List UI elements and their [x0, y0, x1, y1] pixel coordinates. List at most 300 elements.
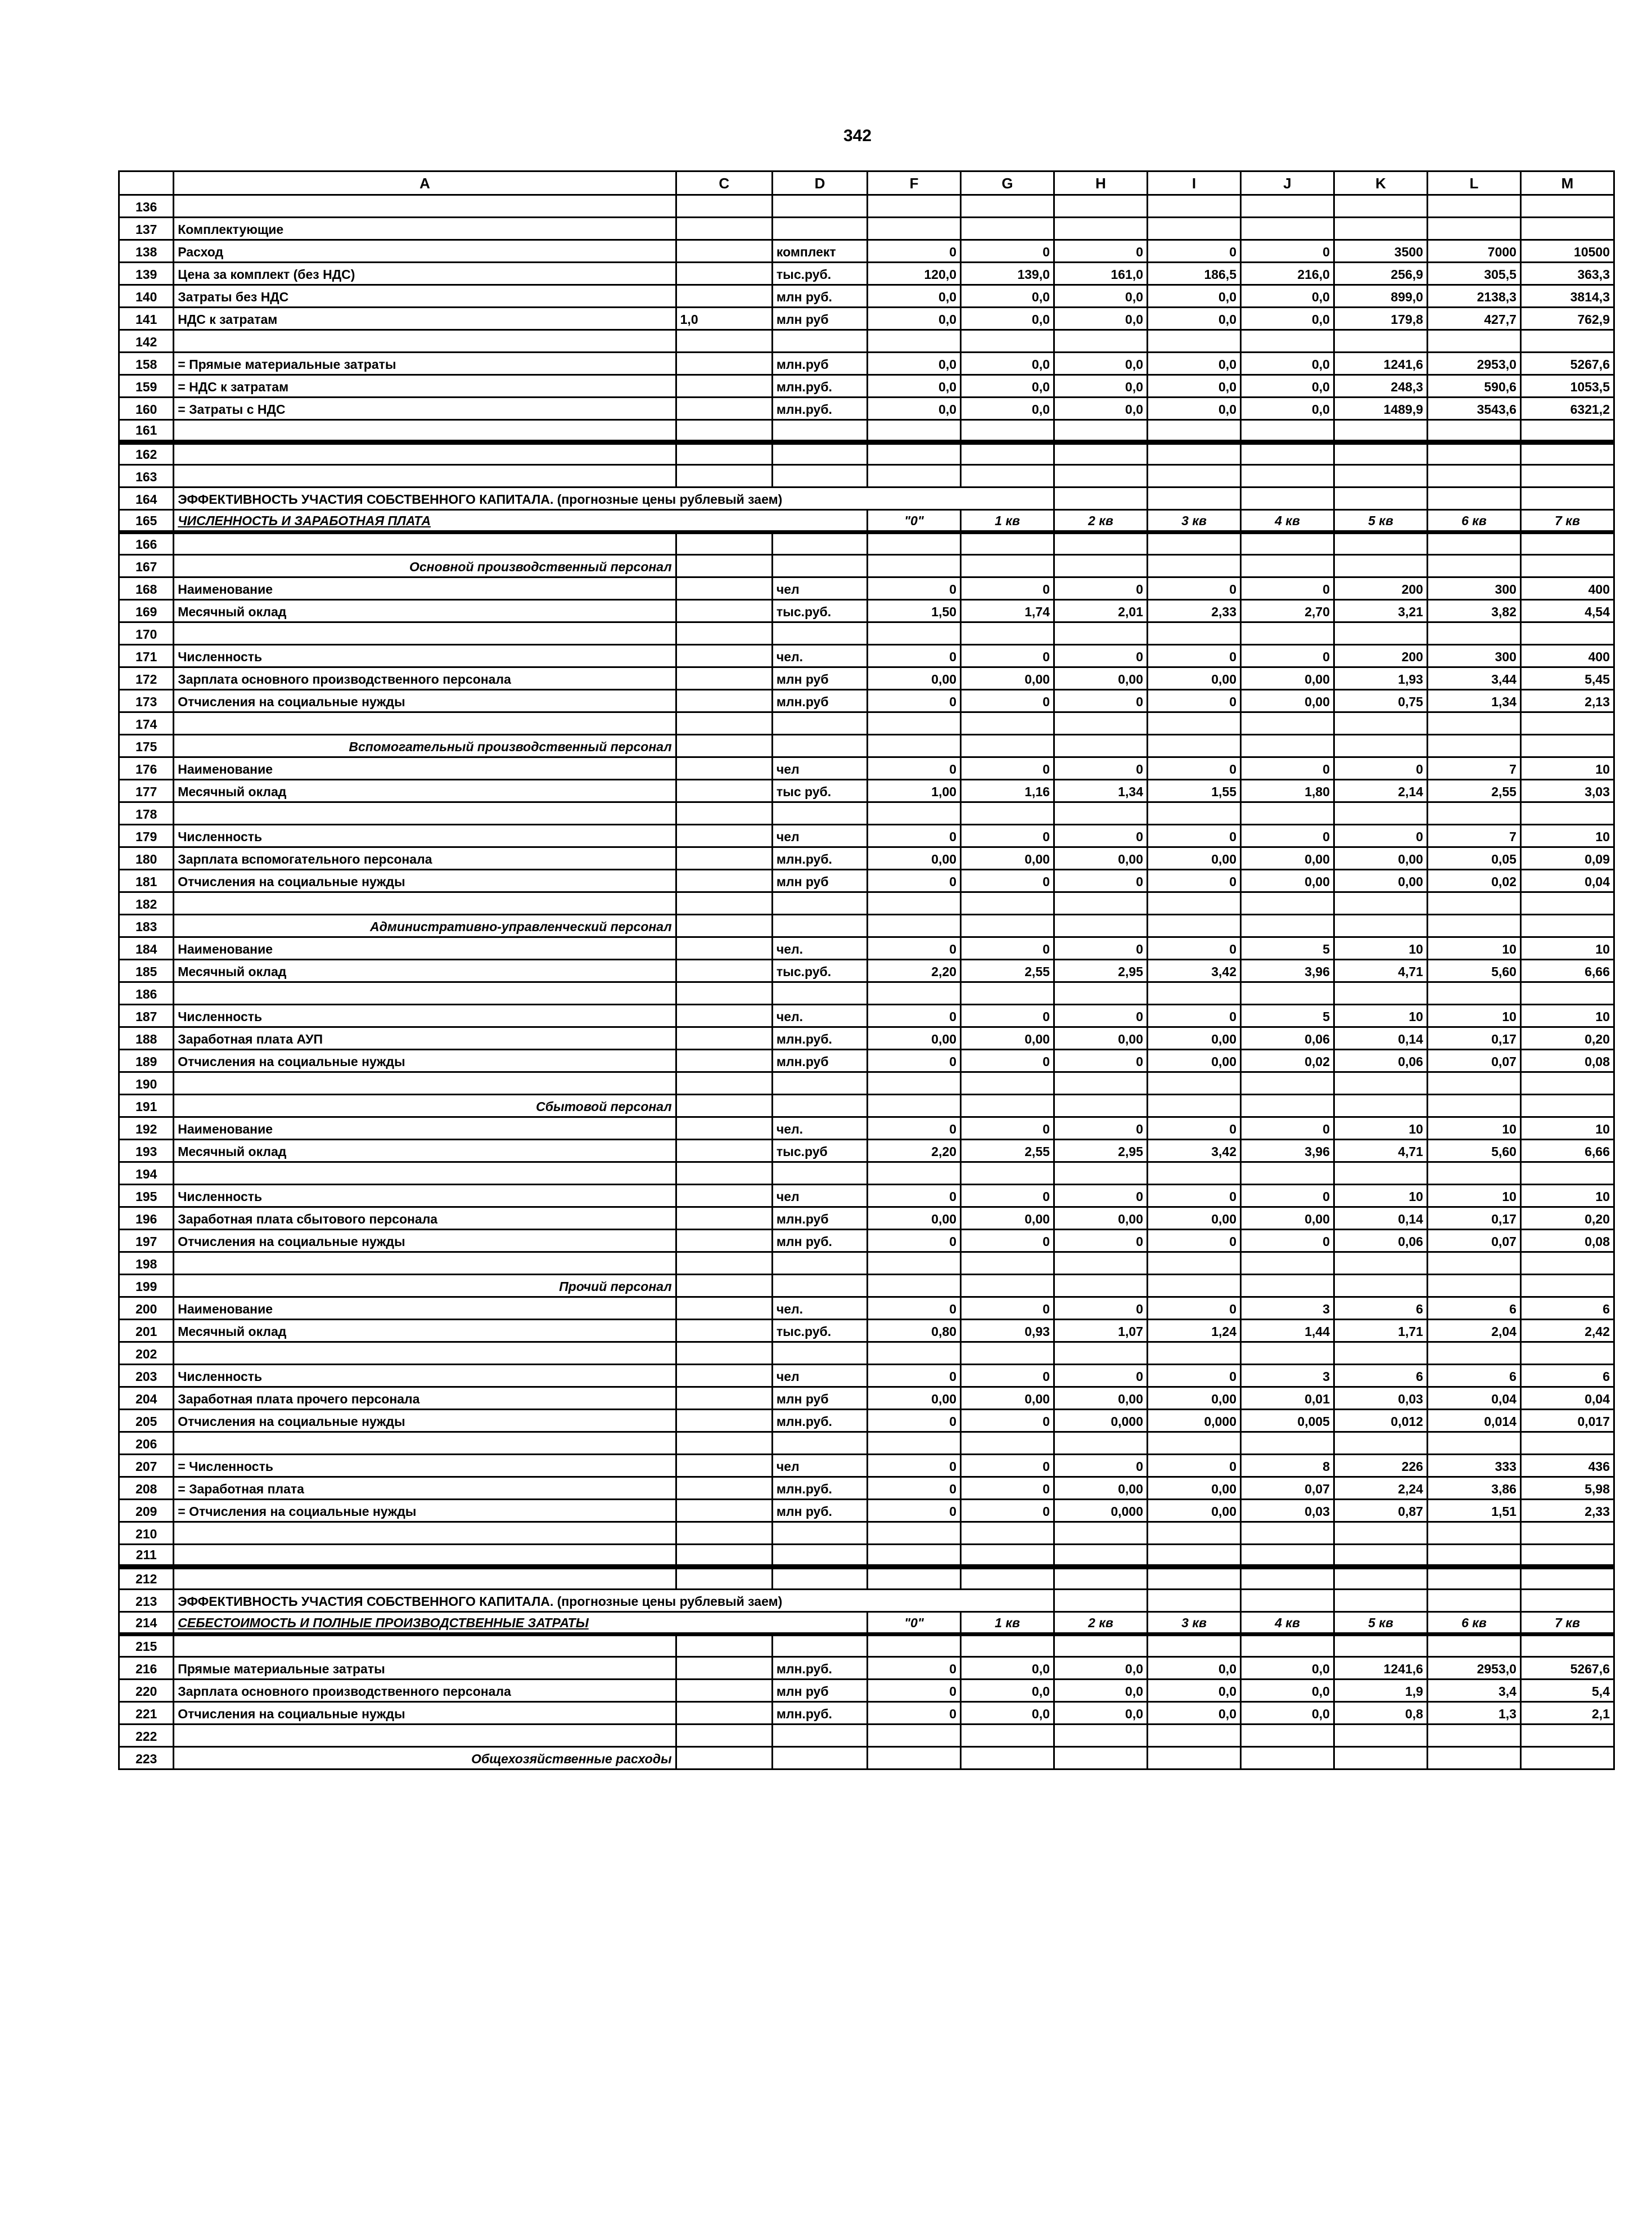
value-cell: 4,71 [1334, 1140, 1427, 1162]
value-cell: 0,000 [1054, 1500, 1148, 1522]
value-cell: 10 [1334, 1185, 1427, 1207]
value-cell [868, 218, 961, 240]
value-cell: 0,0 [1054, 1657, 1148, 1680]
empty-cell [868, 443, 961, 465]
unit-cell: тыс.руб. [772, 600, 867, 622]
value-cell: 0,0 [1148, 285, 1241, 308]
empty-cell [1334, 465, 1427, 487]
empty-cell [1520, 330, 1614, 353]
unit-cell: чел [772, 1185, 867, 1207]
value-cell: 0,00 [1148, 667, 1241, 690]
value-cell: 1,9 [1334, 1680, 1427, 1702]
empty-cell [1054, 420, 1148, 443]
empty-cell [1241, 1725, 1334, 1747]
rate-cell [676, 1680, 772, 1702]
column-header [119, 171, 174, 195]
empty-cell [1520, 1095, 1614, 1117]
empty-cell [1054, 330, 1148, 353]
value-cell: 0 [961, 1365, 1054, 1387]
row-label: Численность [174, 1365, 676, 1387]
table-row [119, 1635, 1614, 1657]
period-header: "0" [868, 1612, 961, 1635]
empty-cell [1054, 1275, 1148, 1297]
value-cell: 2953,0 [1427, 353, 1520, 375]
rate-cell [676, 1185, 772, 1207]
empty-cell [1334, 1252, 1427, 1275]
empty-cell [676, 915, 772, 937]
unit-cell: чел. [772, 937, 867, 960]
value-cell: 0 [868, 1477, 961, 1500]
table-row [119, 1342, 1614, 1365]
value-cell: 2,33 [1148, 600, 1241, 622]
value-cell: 0,05 [1427, 847, 1520, 870]
period-header: "0" [868, 510, 961, 532]
row-label: Наименование [174, 577, 676, 600]
value-cell: 3,42 [1148, 960, 1241, 982]
table-row [119, 1095, 1614, 1117]
empty-cell [1054, 1252, 1148, 1275]
empty-cell [961, 1747, 1054, 1769]
value-cell: 0 [868, 577, 961, 600]
empty-cell [1054, 712, 1148, 735]
value-cell: 6 [1520, 1365, 1614, 1387]
table-row [119, 960, 1614, 982]
empty-cell [1520, 1072, 1614, 1095]
value-cell: 0 [1148, 1230, 1241, 1252]
empty-cell [868, 1635, 961, 1657]
value-cell: 3,42 [1148, 1140, 1241, 1162]
rate-cell: 1,0 [676, 308, 772, 330]
empty-cell [1520, 1635, 1614, 1657]
unit-cell: млн руб [772, 667, 867, 690]
value-cell: 0 [868, 1117, 961, 1140]
row-number: 198 [119, 1252, 174, 1275]
empty-cell [772, 1725, 867, 1747]
row-label: Комплектующие [174, 218, 676, 240]
value-cell: 333 [1427, 1455, 1520, 1477]
empty-cell [1427, 1275, 1520, 1297]
value-cell: 1,44 [1241, 1320, 1334, 1342]
empty-cell [1241, 622, 1334, 645]
row-number: 215 [119, 1635, 174, 1657]
empty-cell [961, 532, 1054, 555]
value-cell: 300 [1427, 577, 1520, 600]
table-row [119, 847, 1614, 870]
empty-cell [1427, 532, 1520, 555]
value-cell: 0,00 [868, 1387, 961, 1410]
row-number: 171 [119, 645, 174, 667]
rate-cell [676, 1320, 772, 1342]
unit-cell: млн руб [772, 1680, 867, 1702]
empty-cell [1427, 195, 1520, 218]
row-label: Зарплата основного производственного персонала [174, 667, 676, 690]
value-cell: 3,86 [1427, 1477, 1520, 1500]
table-row [119, 667, 1614, 690]
value-cell: 0 [1148, 240, 1241, 263]
row-number: 216 [119, 1657, 174, 1680]
value-cell: 5267,6 [1520, 353, 1614, 375]
empty-cell [174, 420, 676, 443]
row-number: 214 [119, 1612, 174, 1635]
table-row [119, 1275, 1614, 1297]
empty-cell [1427, 420, 1520, 443]
value-cell: 0,0 [1241, 308, 1334, 330]
empty-cell [1334, 420, 1427, 443]
value-cell: 10 [1520, 757, 1614, 780]
empty-cell [676, 195, 772, 218]
value-cell: 3,96 [1241, 960, 1334, 982]
value-cell: 0,0 [961, 1702, 1054, 1725]
value-cell: 3500 [1334, 240, 1427, 263]
table-row [119, 825, 1614, 847]
empty-cell [1334, 1162, 1427, 1185]
empty-cell [676, 1342, 772, 1365]
value-cell: 0 [961, 1117, 1054, 1140]
empty-cell [1241, 802, 1334, 825]
empty-cell [961, 1275, 1054, 1297]
empty-cell [1148, 330, 1241, 353]
table-row [119, 240, 1614, 263]
rate-cell [676, 398, 772, 420]
value-cell: 0 [961, 1455, 1054, 1477]
table-row [119, 870, 1614, 892]
value-cell: 5,45 [1520, 667, 1614, 690]
value-cell: 0,0 [1054, 308, 1148, 330]
value-cell: 6,66 [1520, 960, 1614, 982]
empty-cell [868, 1522, 961, 1545]
row-number: 208 [119, 1477, 174, 1500]
value-cell: 0 [1054, 1297, 1148, 1320]
value-cell: 2,13 [1520, 690, 1614, 712]
value-cell: 0 [1148, 757, 1241, 780]
empty-cell [1241, 1590, 1334, 1612]
row-number: 187 [119, 1005, 174, 1027]
empty-cell [1334, 195, 1427, 218]
column-header-row [119, 171, 1614, 195]
rate-cell [676, 780, 772, 802]
column-header: L [1427, 171, 1520, 195]
value-cell: 436 [1520, 1455, 1614, 1477]
value-cell: 1,34 [1054, 780, 1148, 802]
empty-cell [772, 1635, 867, 1657]
empty-cell [868, 712, 961, 735]
empty-cell [174, 1545, 676, 1567]
rate-cell [676, 1297, 772, 1320]
value-cell [961, 218, 1054, 240]
value-cell: 8 [1241, 1455, 1334, 1477]
empty-cell [1241, 915, 1334, 937]
empty-cell [961, 1635, 1054, 1657]
empty-cell [868, 1342, 961, 1365]
row-number: 166 [119, 532, 174, 555]
empty-cell [1427, 1072, 1520, 1095]
row-number: 179 [119, 825, 174, 847]
rate-cell [676, 285, 772, 308]
group-heading: Административно-управленческий персонал [174, 915, 676, 937]
value-cell: 0,00 [1148, 1477, 1241, 1500]
empty-cell [961, 1432, 1054, 1455]
value-cell: 427,7 [1427, 308, 1520, 330]
unit-cell: млн.руб [772, 353, 867, 375]
value-cell: 10 [1520, 1117, 1614, 1140]
empty-cell [868, 735, 961, 757]
rate-cell [676, 1207, 772, 1230]
row-number: 174 [119, 712, 174, 735]
value-cell: 0,017 [1520, 1410, 1614, 1432]
value-cell: 0 [868, 1500, 961, 1522]
unit-cell: млн.руб [772, 690, 867, 712]
value-cell: 0,02 [1427, 870, 1520, 892]
table-row [119, 1387, 1614, 1410]
empty-cell [1241, 487, 1334, 510]
empty-cell [772, 982, 867, 1005]
empty-cell [174, 802, 676, 825]
value-cell: 0 [1241, 240, 1334, 263]
table-row [119, 285, 1614, 308]
empty-cell [772, 915, 867, 937]
empty-cell [961, 1725, 1054, 1747]
value-cell: 1,3 [1427, 1702, 1520, 1725]
table-row [119, 330, 1614, 353]
value-cell: 0,14 [1334, 1207, 1427, 1230]
column-header: A [174, 171, 676, 195]
row-number: 202 [119, 1342, 174, 1365]
empty-cell [1148, 1567, 1241, 1590]
empty-cell [1520, 712, 1614, 735]
empty-cell [676, 1522, 772, 1545]
empty-cell [772, 195, 867, 218]
row-number: 220 [119, 1680, 174, 1702]
sheet-body [119, 195, 1614, 1769]
period-header: 3 кв [1148, 1612, 1241, 1635]
row-number: 181 [119, 870, 174, 892]
empty-cell [1241, 195, 1334, 218]
value-cell: 0 [1148, 645, 1241, 667]
period-header: 4 кв [1241, 510, 1334, 532]
value-cell [1148, 218, 1241, 240]
unit-cell: млн.руб. [772, 1027, 867, 1050]
value-cell: 0 [961, 1050, 1054, 1072]
empty-cell [1241, 1342, 1334, 1365]
unit-cell: чел [772, 825, 867, 847]
row-number: 168 [119, 577, 174, 600]
value-cell: 3 [1241, 1365, 1334, 1387]
empty-cell [1241, 443, 1334, 465]
empty-cell [174, 330, 676, 353]
period-header: 5 кв [1334, 510, 1427, 532]
table-row [119, 1477, 1614, 1500]
unit-cell: млн.руб. [772, 1410, 867, 1432]
value-cell: 0,17 [1427, 1027, 1520, 1050]
row-number: 165 [119, 510, 174, 532]
value-cell: 0,0 [961, 1680, 1054, 1702]
empty-cell [1334, 1072, 1427, 1095]
value-cell: 2,95 [1054, 960, 1148, 982]
group-heading: Общехозяйственные расходы [174, 1747, 676, 1769]
value-cell: 305,5 [1427, 263, 1520, 285]
empty-cell [1427, 1635, 1520, 1657]
value-cell: 0,03 [1334, 1387, 1427, 1410]
row-label: Расход [174, 240, 676, 263]
empty-cell [961, 1342, 1054, 1365]
row-number: 213 [119, 1590, 174, 1612]
row-number: 161 [119, 420, 174, 443]
value-cell: 0,0 [868, 375, 961, 398]
value-cell: 0 [961, 825, 1054, 847]
value-cell: 1241,6 [1334, 1657, 1427, 1680]
value-cell: 0,00 [1148, 1207, 1241, 1230]
table-row [119, 937, 1614, 960]
row-label: = Отчисления на социальные нужды [174, 1500, 676, 1522]
empty-cell [676, 1635, 772, 1657]
column-header: K [1334, 171, 1427, 195]
rate-cell [676, 1117, 772, 1140]
empty-cell [1241, 465, 1334, 487]
value-cell: 3,82 [1427, 600, 1520, 622]
value-cell: 0,0 [1054, 375, 1148, 398]
empty-cell [772, 532, 867, 555]
empty-cell [772, 420, 867, 443]
empty-cell [1427, 1162, 1520, 1185]
unit-cell: млн.руб. [772, 1702, 867, 1725]
row-number: 169 [119, 600, 174, 622]
empty-cell [1148, 555, 1241, 577]
empty-cell [1054, 892, 1148, 915]
empty-cell [676, 532, 772, 555]
empty-cell [1520, 1590, 1614, 1612]
rate-cell [676, 645, 772, 667]
rate-cell [676, 353, 772, 375]
rate-cell [676, 960, 772, 982]
period-header: 1 кв [961, 1612, 1054, 1635]
value-cell: 1,00 [868, 780, 961, 802]
empty-cell [174, 1567, 676, 1590]
empty-cell [1148, 1252, 1241, 1275]
empty-cell [1054, 1432, 1148, 1455]
value-cell: 0,00 [1241, 847, 1334, 870]
table-row [119, 1747, 1614, 1769]
empty-cell [772, 1342, 867, 1365]
table-row [119, 1365, 1614, 1387]
empty-cell [1427, 622, 1520, 645]
empty-cell [676, 1252, 772, 1275]
value-cell: 400 [1520, 645, 1614, 667]
value-cell: 0,0 [961, 1657, 1054, 1680]
empty-cell [676, 802, 772, 825]
empty-cell [1054, 1522, 1148, 1545]
empty-cell [174, 622, 676, 645]
empty-cell [174, 532, 676, 555]
table-row [119, 1207, 1614, 1230]
table-row [119, 1432, 1614, 1455]
value-cell: 0 [961, 577, 1054, 600]
empty-cell [1334, 1635, 1427, 1657]
value-cell: 5,60 [1427, 1140, 1520, 1162]
value-cell: 0 [868, 1365, 961, 1387]
period-header: 4 кв [1241, 1612, 1334, 1635]
table-row [119, 195, 1614, 218]
value-cell: 0 [868, 240, 961, 263]
value-cell: 0,0 [961, 308, 1054, 330]
value-cell: 1,50 [868, 600, 961, 622]
empty-cell [1427, 1545, 1520, 1567]
value-cell: 0,04 [1427, 1387, 1520, 1410]
empty-cell [1334, 915, 1427, 937]
table-row [119, 1297, 1614, 1320]
empty-cell [868, 802, 961, 825]
value-cell: 0 [1241, 1185, 1334, 1207]
value-cell: 1,24 [1148, 1320, 1241, 1342]
value-cell: 7000 [1427, 240, 1520, 263]
empty-cell [961, 982, 1054, 1005]
empty-cell [676, 1545, 772, 1567]
table-row [119, 398, 1614, 420]
value-cell: 0 [1054, 1050, 1148, 1072]
value-cell: 0,0 [1241, 1702, 1334, 1725]
empty-cell [1520, 622, 1614, 645]
empty-cell [1054, 195, 1148, 218]
empty-cell [772, 1162, 867, 1185]
value-cell: 7 [1427, 825, 1520, 847]
empty-cell [1427, 1725, 1520, 1747]
value-cell [1427, 218, 1520, 240]
row-label: = Заработная плата [174, 1477, 676, 1500]
empty-cell [174, 712, 676, 735]
empty-cell [1241, 982, 1334, 1005]
empty-cell [1520, 1252, 1614, 1275]
empty-cell [1427, 802, 1520, 825]
empty-cell [1148, 1635, 1241, 1657]
table-row [119, 443, 1614, 465]
value-cell: 0 [1148, 825, 1241, 847]
value-cell: 0,012 [1334, 1410, 1427, 1432]
row-label: Численность [174, 1005, 676, 1027]
row-number: 221 [119, 1702, 174, 1725]
value-cell: 0 [1054, 757, 1148, 780]
value-cell: 0 [1054, 1365, 1148, 1387]
empty-cell [1427, 1342, 1520, 1365]
column-header: F [868, 171, 961, 195]
row-label: Наименование [174, 757, 676, 780]
empty-cell [1148, 1162, 1241, 1185]
value-cell: 0,00 [868, 847, 961, 870]
row-number: 138 [119, 240, 174, 263]
row-number: 211 [119, 1545, 174, 1567]
value-cell: 2,20 [868, 1140, 961, 1162]
row-number: 183 [119, 915, 174, 937]
value-cell: 4,54 [1520, 600, 1614, 622]
empty-cell [1148, 802, 1241, 825]
value-cell: 10 [1520, 1005, 1614, 1027]
empty-cell [1241, 1072, 1334, 1095]
value-cell: 5 [1241, 937, 1334, 960]
empty-cell [868, 1432, 961, 1455]
empty-cell [1054, 622, 1148, 645]
empty-cell [676, 1747, 772, 1769]
value-cell: 1,80 [1241, 780, 1334, 802]
value-cell: 0 [868, 937, 961, 960]
row-number: 159 [119, 375, 174, 398]
empty-cell [1241, 1275, 1334, 1297]
unit-cell: млн руб [772, 308, 867, 330]
table-subtitle: ЧИСЛЕННОСТЬ И ЗАРАБОТНАЯ ПЛАТА [174, 510, 868, 532]
empty-cell [174, 195, 676, 218]
value-cell: 3543,6 [1427, 398, 1520, 420]
value-cell: 0 [868, 1230, 961, 1252]
value-cell: 0,06 [1334, 1050, 1427, 1072]
unit-cell: млн руб [772, 870, 867, 892]
value-cell: 0 [868, 645, 961, 667]
